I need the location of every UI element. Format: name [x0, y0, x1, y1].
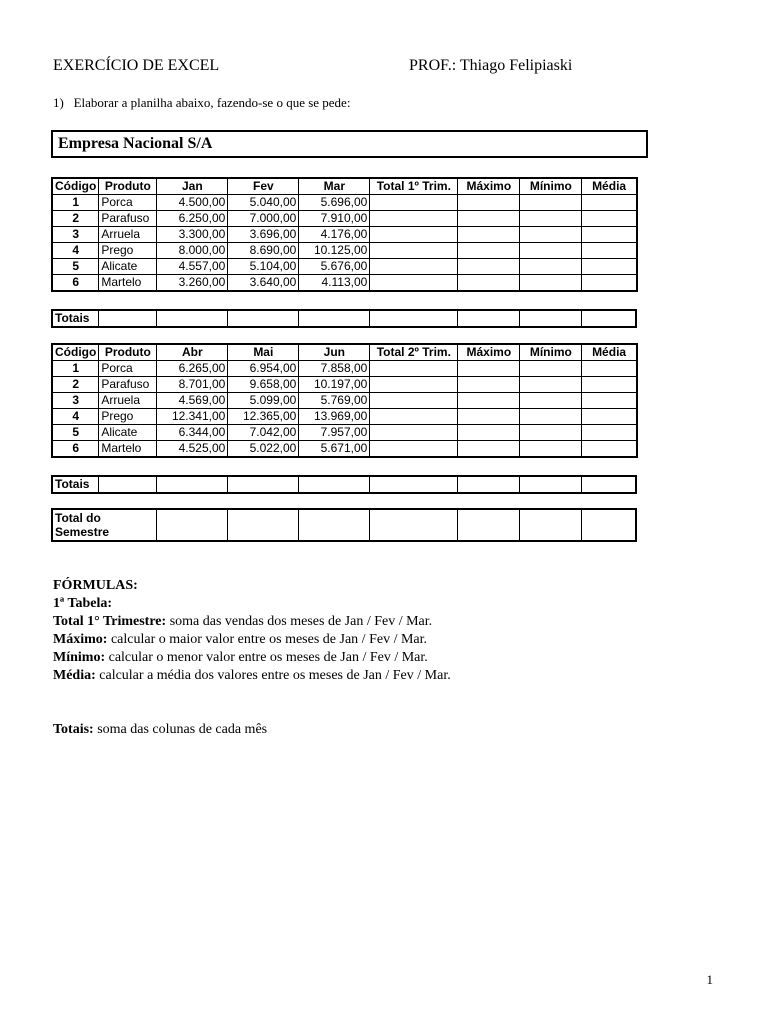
value-cell[interactable]: 3.696,00: [228, 227, 299, 243]
table-row: [52, 211, 637, 227]
value-cell[interactable]: 12.341,00: [157, 409, 228, 425]
value-cell[interactable]: 4.525,00: [157, 441, 228, 458]
table-row: [52, 377, 637, 393]
formula-item: [53, 649, 451, 667]
value-cell[interactable]: 10.197,00: [299, 377, 370, 393]
code-cell[interactable]: 5: [52, 425, 99, 441]
formula-desc: calcular o maior valor entre os meses de Jan / Fev / Mar.: [110, 632, 428, 647]
empty-cell[interactable]: [370, 259, 458, 275]
instruction-number: 1): [53, 95, 64, 110]
document-title: EXERCÍCIO DE EXCEL: [53, 57, 220, 74]
empty-cell[interactable]: [370, 195, 458, 211]
empty-cell[interactable]: [582, 409, 637, 425]
empty-cell[interactable]: [458, 227, 520, 243]
value-cell[interactable]: 6.344,00: [157, 425, 228, 441]
totals-cell[interactable]: [519, 310, 581, 327]
column-header: Total 1º Trim.: [370, 178, 458, 195]
column-header: Mínimo: [520, 178, 582, 195]
column-header: Média: [582, 178, 637, 195]
value-cell[interactable]: 6.954,00: [228, 361, 299, 377]
empty-cell[interactable]: [370, 211, 458, 227]
column-header: Código: [52, 344, 99, 361]
empty-cell[interactable]: [582, 361, 637, 377]
semester-cell[interactable]: [156, 509, 227, 541]
formula-desc: calcular a média dos valores entre os meses de Jan / Fev / Mar.: [99, 668, 451, 683]
empty-cell[interactable]: [458, 243, 520, 259]
value-cell[interactable]: 7.042,00: [228, 425, 299, 441]
totals-cell[interactable]: [156, 476, 227, 493]
value-cell[interactable]: 8.000,00: [157, 243, 228, 259]
formula-item: [53, 667, 451, 685]
empty-cell[interactable]: [458, 259, 520, 275]
table-header-row: [52, 178, 637, 195]
empty-cell[interactable]: [582, 211, 637, 227]
formula-item: [53, 613, 451, 631]
value-cell[interactable]: 8.690,00: [228, 243, 299, 259]
code-cell[interactable]: 4: [52, 409, 99, 425]
table-row: [52, 393, 637, 409]
empty-cell[interactable]: [458, 211, 520, 227]
table-row: [52, 243, 637, 259]
formula-term: Mínimo:: [53, 650, 106, 665]
semester-cell[interactable]: [457, 509, 519, 541]
value-cell[interactable]: 5.040,00: [228, 195, 299, 211]
column-header: Abr: [157, 344, 228, 361]
totals-cell[interactable]: [369, 476, 457, 493]
column-header: Mínimo: [520, 344, 582, 361]
formulas-section: [53, 577, 451, 739]
formulas-table-label: 1ª Tabela:: [53, 596, 113, 611]
value-cell[interactable]: 4.557,00: [157, 259, 228, 275]
value-cell[interactable]: 5.022,00: [228, 441, 299, 458]
professor-name: PROF.: Thiago Felipiaski: [409, 57, 573, 74]
empty-cell[interactable]: [582, 425, 637, 441]
code-cell[interactable]: 6: [52, 441, 99, 458]
totals-row-q2: [51, 475, 637, 494]
empty-cell[interactable]: [370, 441, 458, 458]
totals-cell[interactable]: [457, 310, 519, 327]
value-cell[interactable]: 7.910,00: [299, 211, 370, 227]
product-cell[interactable]: Parafuso: [99, 211, 157, 227]
empty-cell[interactable]: [582, 227, 637, 243]
value-cell[interactable]: 5.769,00: [299, 393, 370, 409]
empty-cell[interactable]: [520, 227, 582, 243]
value-cell[interactable]: 4.113,00: [299, 275, 370, 292]
page-number: 1: [706, 972, 713, 987]
value-cell[interactable]: 4.569,00: [157, 393, 228, 409]
table-row: [52, 441, 637, 458]
semester-cell[interactable]: [227, 509, 298, 541]
column-header: Máximo: [458, 344, 520, 361]
empty-cell[interactable]: [458, 195, 520, 211]
column-header: Produto: [99, 178, 157, 195]
empty-cell[interactable]: [370, 361, 458, 377]
code-cell[interactable]: 1: [52, 361, 99, 377]
column-header: Mai: [228, 344, 299, 361]
product-cell[interactable]: Porca: [99, 361, 157, 377]
sales-table-q1: [51, 177, 638, 292]
totals-cell[interactable]: [227, 310, 298, 327]
value-cell[interactable]: 7.858,00: [299, 361, 370, 377]
column-header: Mar: [299, 178, 370, 195]
value-cell[interactable]: 5.676,00: [299, 259, 370, 275]
formula-term: Máximo:: [53, 632, 108, 647]
code-cell[interactable]: 3: [52, 227, 99, 243]
totals-cell[interactable]: [298, 310, 369, 327]
empty-cell[interactable]: [582, 377, 637, 393]
empty-cell[interactable]: [582, 243, 637, 259]
table-row: [52, 259, 637, 275]
instruction: [53, 95, 350, 111]
empty-cell[interactable]: [520, 195, 582, 211]
empty-cell[interactable]: [582, 441, 637, 458]
value-cell[interactable]: 3.260,00: [157, 275, 228, 292]
empty-cell[interactable]: [520, 361, 582, 377]
company-name-box: Empresa Nacional S/A: [51, 130, 648, 158]
empty-cell[interactable]: [458, 275, 520, 292]
formula-desc: calcular o menor valor entre os meses de Jan / Fev / Mar.: [108, 650, 428, 665]
code-cell[interactable]: 4: [52, 243, 99, 259]
value-cell[interactable]: 5.696,00: [299, 195, 370, 211]
semester-label-line2: Semestre: [55, 525, 110, 539]
column-header: Fev: [228, 178, 299, 195]
empty-cell[interactable]: [520, 441, 582, 458]
formula-item-totals: [53, 721, 451, 739]
semester-label-line1: Total do: [55, 511, 101, 525]
totals-label: Totais: [52, 310, 98, 327]
sales-table-q2: [51, 343, 638, 458]
value-cell[interactable]: 7.957,00: [299, 425, 370, 441]
table-row: [52, 195, 637, 211]
totals-cell[interactable]: [457, 476, 519, 493]
empty-cell[interactable]: [520, 393, 582, 409]
semester-label: [52, 509, 156, 541]
value-cell[interactable]: 13.969,00: [299, 409, 370, 425]
column-header: Jan: [157, 178, 228, 195]
column-header: Média: [582, 344, 637, 361]
empty-cell[interactable]: [370, 377, 458, 393]
column-header: Código: [52, 178, 99, 195]
product-cell[interactable]: Prego: [99, 409, 157, 425]
table-row: [52, 227, 637, 243]
value-cell[interactable]: 10.125,00: [299, 243, 370, 259]
empty-cell[interactable]: [458, 393, 520, 409]
formula-term: Média:: [53, 668, 96, 683]
table-row: [52, 361, 637, 377]
formula-desc: soma das vendas dos meses de Jan / Fev / Mar.: [169, 614, 433, 629]
empty-cell[interactable]: [458, 441, 520, 458]
empty-cell[interactable]: [370, 393, 458, 409]
code-cell[interactable]: 2: [52, 377, 99, 393]
column-header: Jun: [299, 344, 370, 361]
empty-cell[interactable]: [370, 425, 458, 441]
value-cell[interactable]: 6.265,00: [157, 361, 228, 377]
empty-cell[interactable]: [520, 275, 582, 292]
value-cell[interactable]: 3.640,00: [228, 275, 299, 292]
empty-cell[interactable]: [520, 377, 582, 393]
empty-cell[interactable]: [520, 409, 582, 425]
code-cell[interactable]: 1: [52, 195, 99, 211]
value-cell[interactable]: 5.671,00: [299, 441, 370, 458]
empty-cell[interactable]: [520, 243, 582, 259]
code-cell[interactable]: 3: [52, 393, 99, 409]
totals-cell[interactable]: [98, 310, 156, 327]
totals-cell[interactable]: [581, 476, 636, 493]
totals-cell[interactable]: [298, 476, 369, 493]
totals-label: Totais: [52, 476, 98, 493]
column-header: Total 2º Trim.: [370, 344, 458, 361]
empty-cell[interactable]: [458, 425, 520, 441]
empty-cell[interactable]: [370, 409, 458, 425]
code-cell[interactable]: 6: [52, 275, 99, 292]
totals-cell[interactable]: [581, 310, 636, 327]
value-cell[interactable]: 4.500,00: [157, 195, 228, 211]
code-cell[interactable]: 2: [52, 211, 99, 227]
product-cell[interactable]: Martelo: [99, 441, 157, 458]
empty-cell[interactable]: [582, 393, 637, 409]
empty-cell[interactable]: [370, 243, 458, 259]
empty-cell[interactable]: [520, 259, 582, 275]
instruction-text: Elaborar a planilha abaixo, fazendo-se o que se pede:: [73, 95, 351, 110]
formula-item: [53, 631, 451, 649]
semester-cell[interactable]: [298, 509, 369, 541]
empty-cell[interactable]: [582, 195, 637, 211]
empty-cell[interactable]: [458, 377, 520, 393]
empty-cell[interactable]: [370, 275, 458, 292]
totals-cell[interactable]: [156, 310, 227, 327]
empty-cell[interactable]: [458, 409, 520, 425]
table-row: [52, 275, 637, 292]
empty-cell[interactable]: [370, 227, 458, 243]
product-cell[interactable]: Arruela: [99, 393, 157, 409]
empty-cell[interactable]: [458, 361, 520, 377]
value-cell[interactable]: 4.176,00: [299, 227, 370, 243]
value-cell[interactable]: 5.104,00: [228, 259, 299, 275]
column-header: Máximo: [458, 178, 520, 195]
formula-desc: soma das colunas de cada mês: [97, 722, 268, 737]
empty-cell[interactable]: [520, 211, 582, 227]
totals-cell[interactable]: [98, 476, 156, 493]
formula-term: Total 1° Trimestre:: [53, 614, 167, 629]
code-cell[interactable]: 5: [52, 259, 99, 275]
empty-cell[interactable]: [582, 259, 637, 275]
product-cell[interactable]: Arruela: [99, 227, 157, 243]
value-cell[interactable]: 7.000,00: [228, 211, 299, 227]
totals-cell[interactable]: [227, 476, 298, 493]
semester-cell[interactable]: [581, 509, 636, 541]
totals-cell[interactable]: [369, 310, 457, 327]
column-header: Produto: [99, 344, 157, 361]
semester-cell[interactable]: [369, 509, 457, 541]
table-header-row: [52, 344, 637, 361]
totals-row-q1: [51, 309, 637, 328]
value-cell[interactable]: 8.701,00: [157, 377, 228, 393]
value-cell[interactable]: 5.099,00: [228, 393, 299, 409]
table-row: [52, 425, 637, 441]
empty-cell[interactable]: [582, 275, 637, 292]
product-cell[interactable]: Martelo: [99, 275, 157, 292]
formulas-heading: FÓRMULAS:: [53, 578, 138, 593]
value-cell[interactable]: 3.300,00: [157, 227, 228, 243]
product-cell[interactable]: Alicate: [99, 425, 157, 441]
semester-cell[interactable]: [519, 509, 581, 541]
product-cell[interactable]: Porca: [99, 195, 157, 211]
totals-cell[interactable]: [519, 476, 581, 493]
product-cell[interactable]: Alicate: [99, 259, 157, 275]
product-cell[interactable]: Prego: [99, 243, 157, 259]
value-cell[interactable]: 12.365,00: [228, 409, 299, 425]
value-cell[interactable]: 6.250,00: [157, 211, 228, 227]
empty-cell[interactable]: [520, 425, 582, 441]
semester-total-row: [51, 508, 637, 542]
product-cell[interactable]: Parafuso: [99, 377, 157, 393]
formula-term: Totais:: [53, 722, 94, 737]
table-row: [52, 409, 637, 425]
value-cell[interactable]: 9.658,00: [228, 377, 299, 393]
